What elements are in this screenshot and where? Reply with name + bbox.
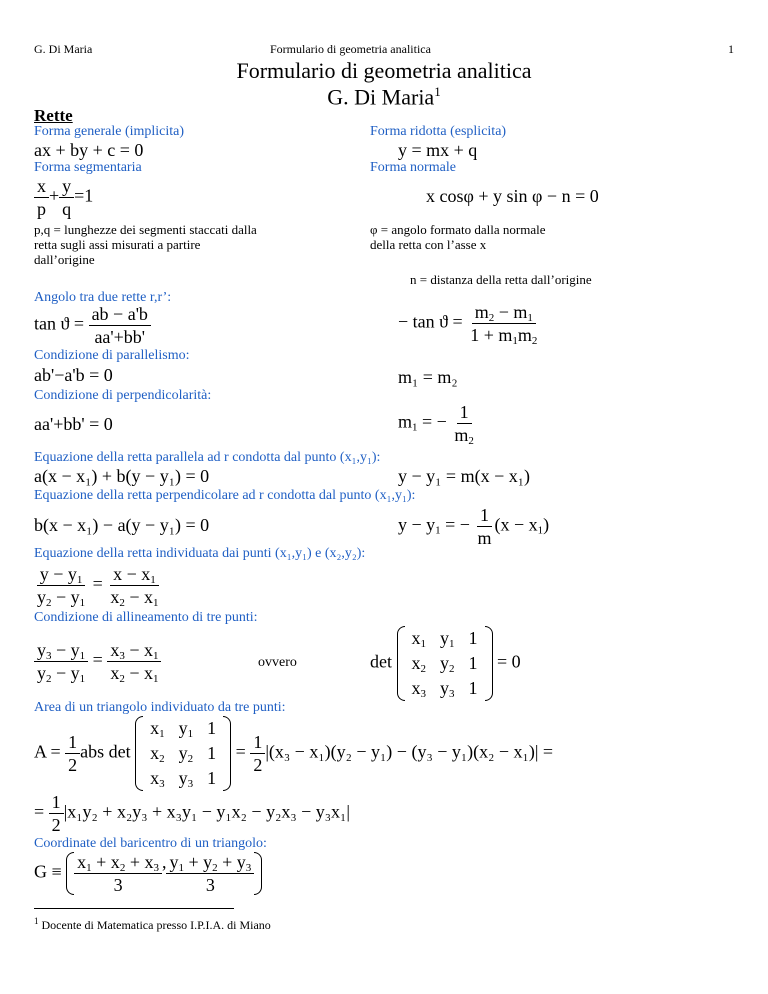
formula-eq-parallela-abc: a(x − x₁) + b(y − y₁) = 0	[34, 466, 210, 486]
header-title: Formulario di geometria analitica	[270, 42, 431, 56]
header-page-number: 1	[728, 42, 734, 56]
formula-forma-generale: ax + by + c = 0	[34, 140, 144, 160]
formula-area-riga2: = $\frac{1}{2}$ |x₁y₂ + x₂y₃ + x₃y₁ − y₁x₂ − y₂x₃ − y₃x₁|	[34, 792, 350, 835]
footnote-text: Docente di Matematica presso I.P.I.A. di Miano	[41, 918, 271, 932]
formula-perpendicolarita-m: $m_1$ = − $\frac{1}{m_2}$	[398, 402, 474, 447]
formula-forma-ridotta: y = mx + q	[398, 140, 478, 160]
label-forma-ridotta: Forma ridotta (esplicita)	[370, 124, 507, 139]
footnote	[34, 916, 271, 933]
label-baricentro: Coordinate del baricentro di un triangolo:	[34, 836, 267, 851]
label-forma-generale: Forma generale (implicita)	[34, 124, 185, 139]
formula-eq-perpendicolare-m: $y - y_1$ = − $\frac{1}{m}$ $(x - x_1)$	[398, 505, 550, 548]
note-normale-n: n = distanza della retta dall’origine	[410, 272, 592, 287]
section-heading: Rette	[34, 106, 73, 125]
note-ovvero: ovvero	[258, 655, 297, 670]
formula-allineamento-determinante: det $x_1$ $y_1$ 1 $x_2$ $y_2$ 1 $x_3$ $y_3$ 1 = 0	[370, 628, 521, 700]
label-allineamento: Condizione di allineamento di tre punti:	[34, 610, 258, 625]
note-normale-phi: φ = angolo formato dalla normale della retta con l’asse x	[370, 222, 546, 252]
formula-perpendicolarita-abc: aa'+bb' = 0	[34, 414, 113, 434]
formula-parallelismo-abc: ab'−a'b = 0	[34, 365, 113, 385]
label-eq-perpendicolare: Equazione della retta perpendicolare ad r condotta dal punto (x₁,y₁):	[34, 488, 416, 503]
formula-allineamento-frazioni: $\frac{y_3 - y_1}{y_2 - y_1}$ = $\frac{x_3 - x_1}{x_2 - x_1}$	[34, 640, 161, 683]
formula-angolo-m: − tan ϑ = $\frac{m_2 - m_1}{1 + m_1m_2}$	[398, 302, 538, 347]
formula-baricentro: G ≡ $\frac{x_1 + x_2 + x_3}{3}$ , $\frac{y_1 + y_2 + y_3}{3}$	[34, 852, 262, 895]
formula-area-riga2-espressione: |x₁y₂ + x₂y₃ + x₃y₁ − y₁x₂ − y₂x₃ − y₃x₁|	[63, 801, 350, 822]
document-author: G. Di Maria$^1$	[327, 84, 441, 110]
label-area: Area di un triangolo individuato da tre punti:	[34, 700, 286, 715]
label-forma-normale: Forma normale	[370, 160, 456, 175]
formula-forma-segmentaria: $\frac{x}{p}$ + $\frac{y}{q}$ =1	[34, 176, 93, 219]
footnote-separator	[34, 908, 234, 909]
label-angolo: Angolo tra due rette r,r’:	[34, 290, 172, 305]
label-parallelismo: Condizione di parallelismo:	[34, 348, 190, 363]
label-eq-due-punti: Equazione della retta individuata dai punti (x₁,y₁) e (x₂,y₂):	[34, 546, 366, 561]
formula-eq-perpendicolare-abc: b(x − x₁) − a(y − y₁) = 0	[34, 515, 210, 535]
header-author: G. Di Maria	[34, 42, 93, 56]
formula-eq-due-punti: $\frac{y - y_1}{y_2 - y_1}$ = $\frac{x - x_1}{x_2 - x_1}$	[37, 564, 159, 609]
note-segmentaria: p,q = lunghezze dei segmenti staccati dalla retta sugli assi misurati a partire dall’origine	[34, 222, 257, 267]
author-footnote-mark: 1	[434, 84, 441, 99]
formula-angolo-abc: tan ϑ = $\frac{ab - a'b}{aa'+bb'}$	[34, 304, 151, 347]
formula-area-espansa: |(x₃ − x₁)(y₂ − y₁) − (y₃ − y₁)(x₂ − x₁)| =	[265, 741, 554, 762]
formula-eq-parallela-m: y − y₁ = m(x − x₁)	[398, 466, 530, 486]
label-forma-segmentaria: Forma segmentaria	[34, 160, 142, 175]
footnote-mark: 1	[34, 916, 39, 926]
formula-area: A = $\frac{1}{2}$ abs det $x_1$ $y_1$ 1 $x_2$ $y_2$ 1 $x_3$ $y_3$ 1 = $\frac{1}{2}$ |(x₃ − x₁)(y₂ − y₁) − (y₃ − y₁)(x₂ − x₁)| =	[34, 718, 554, 790]
label-perpendicolarita: Condizione di perpendicolarità:	[34, 388, 212, 403]
formula-forma-normale: x cosφ + y sin φ − n = 0	[426, 186, 599, 206]
document-title: Formulario di geometria analitica	[236, 58, 532, 83]
label-eq-parallela: Equazione della retta parallela ad r condotta dal punto (x₁,y₁):	[34, 450, 381, 465]
formula-parallelismo-m: m₁ = m₂	[398, 367, 458, 387]
